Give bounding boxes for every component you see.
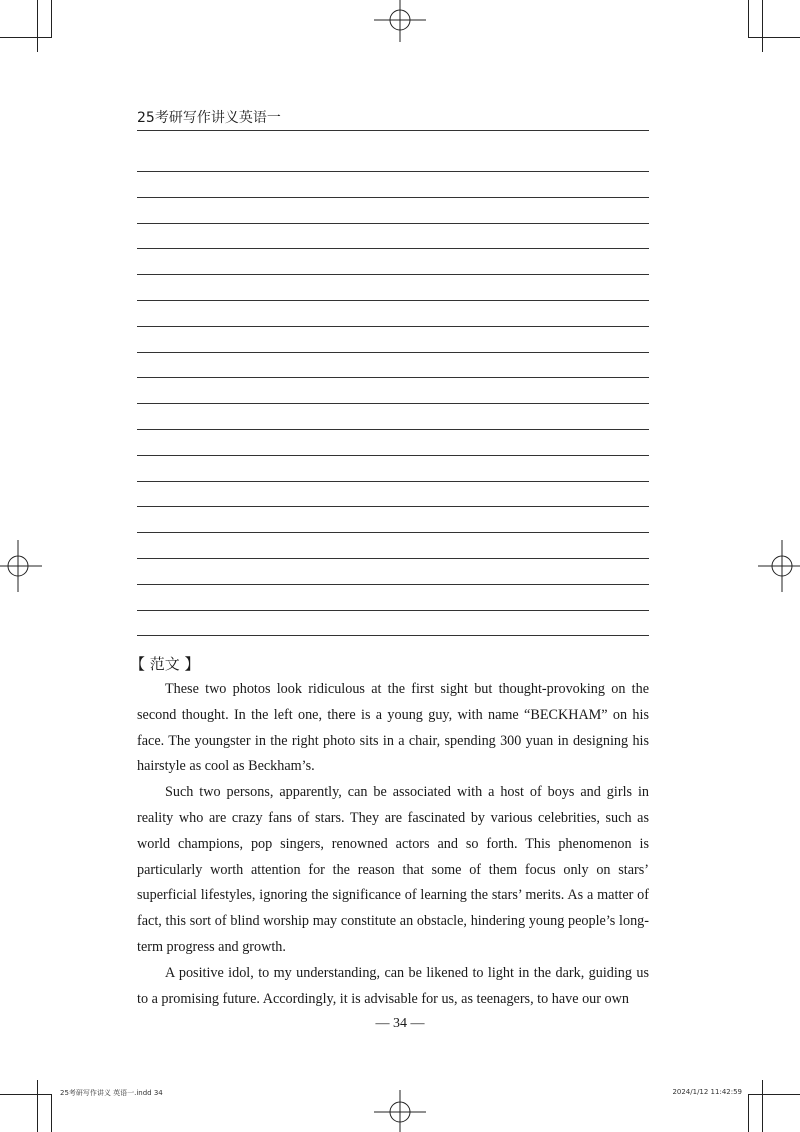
writing-line — [137, 274, 649, 275]
writing-line — [137, 635, 649, 636]
model-essay — [137, 677, 649, 1012]
writing-line — [137, 610, 649, 611]
crop-mark — [0, 37, 52, 38]
registration-mark-icon — [374, 0, 426, 42]
page-number: — 34 — — [375, 1016, 425, 1031]
essay-paragraph: A positive idol, to my understanding, can be likened to light in the dark, guiding us to a promising future. Accordingly, it is advisable for us, as teenagers, to have our own — [137, 964, 649, 1007]
writing-line — [137, 481, 649, 482]
crop-mark — [0, 1094, 52, 1095]
writing-line — [137, 326, 649, 327]
crop-mark — [748, 1094, 800, 1095]
registration-mark-icon — [0, 540, 42, 592]
writing-line — [137, 429, 649, 430]
running-header — [137, 104, 649, 131]
essay-paragraph: Such two persons, apparently, can be associated with a host of boys and girls in reality who are crazy fans of stars. They are fascinated by various celebrities, such as world champions, pop singers, renowned actors and so forth. This phenomenon is particularly worth attention for the reason that some of them focus only on stars’ superficial lifestyles, ignoring the significance of learning the stars’ merits. As a matter of fact, this sort of blind worship may constitute an obstacle, hindering young people’s long-term progress and growth. — [137, 784, 649, 955]
writing-line — [137, 223, 649, 224]
crop-mark — [762, 1080, 763, 1132]
writing-line — [137, 197, 649, 198]
section-title: 【 范文 】 — [130, 655, 200, 673]
writing-line — [137, 352, 649, 353]
crop-mark — [37, 0, 38, 52]
writing-lines — [137, 171, 649, 661]
crop-mark — [37, 1080, 38, 1132]
writing-line — [137, 532, 649, 533]
registration-mark-icon — [374, 1090, 426, 1132]
crop-mark — [762, 0, 763, 52]
crop-mark — [51, 1094, 52, 1132]
writing-line — [137, 377, 649, 378]
crop-mark — [748, 0, 749, 38]
registration-mark-icon — [758, 540, 800, 592]
writing-line — [137, 558, 649, 559]
slug-file-info: 25考研写作讲义 英语一.indd 34 — [60, 1089, 163, 1097]
writing-line — [137, 506, 649, 507]
writing-line — [137, 171, 649, 172]
slug-timestamp: 2024/1/12 11:42:59 — [672, 1088, 742, 1096]
writing-line — [137, 300, 649, 301]
crop-mark — [748, 1094, 749, 1132]
writing-line — [137, 455, 649, 456]
writing-line — [137, 403, 649, 404]
writing-line — [137, 584, 649, 585]
crop-mark — [51, 0, 52, 38]
header-title: 25考研写作讲义英语一 — [137, 110, 281, 126]
writing-line — [137, 248, 649, 249]
essay-paragraph: These two photos look ridiculous at the first sight but thought-provoking on the second thought. In the left one, there is a young guy, with name “BECKHAM” on his face. The youngster in the right photo sits in a chair, spending 300 yuan in designing his hairstyle as cool as Beckham’s. — [137, 681, 649, 775]
crop-mark — [748, 37, 800, 38]
